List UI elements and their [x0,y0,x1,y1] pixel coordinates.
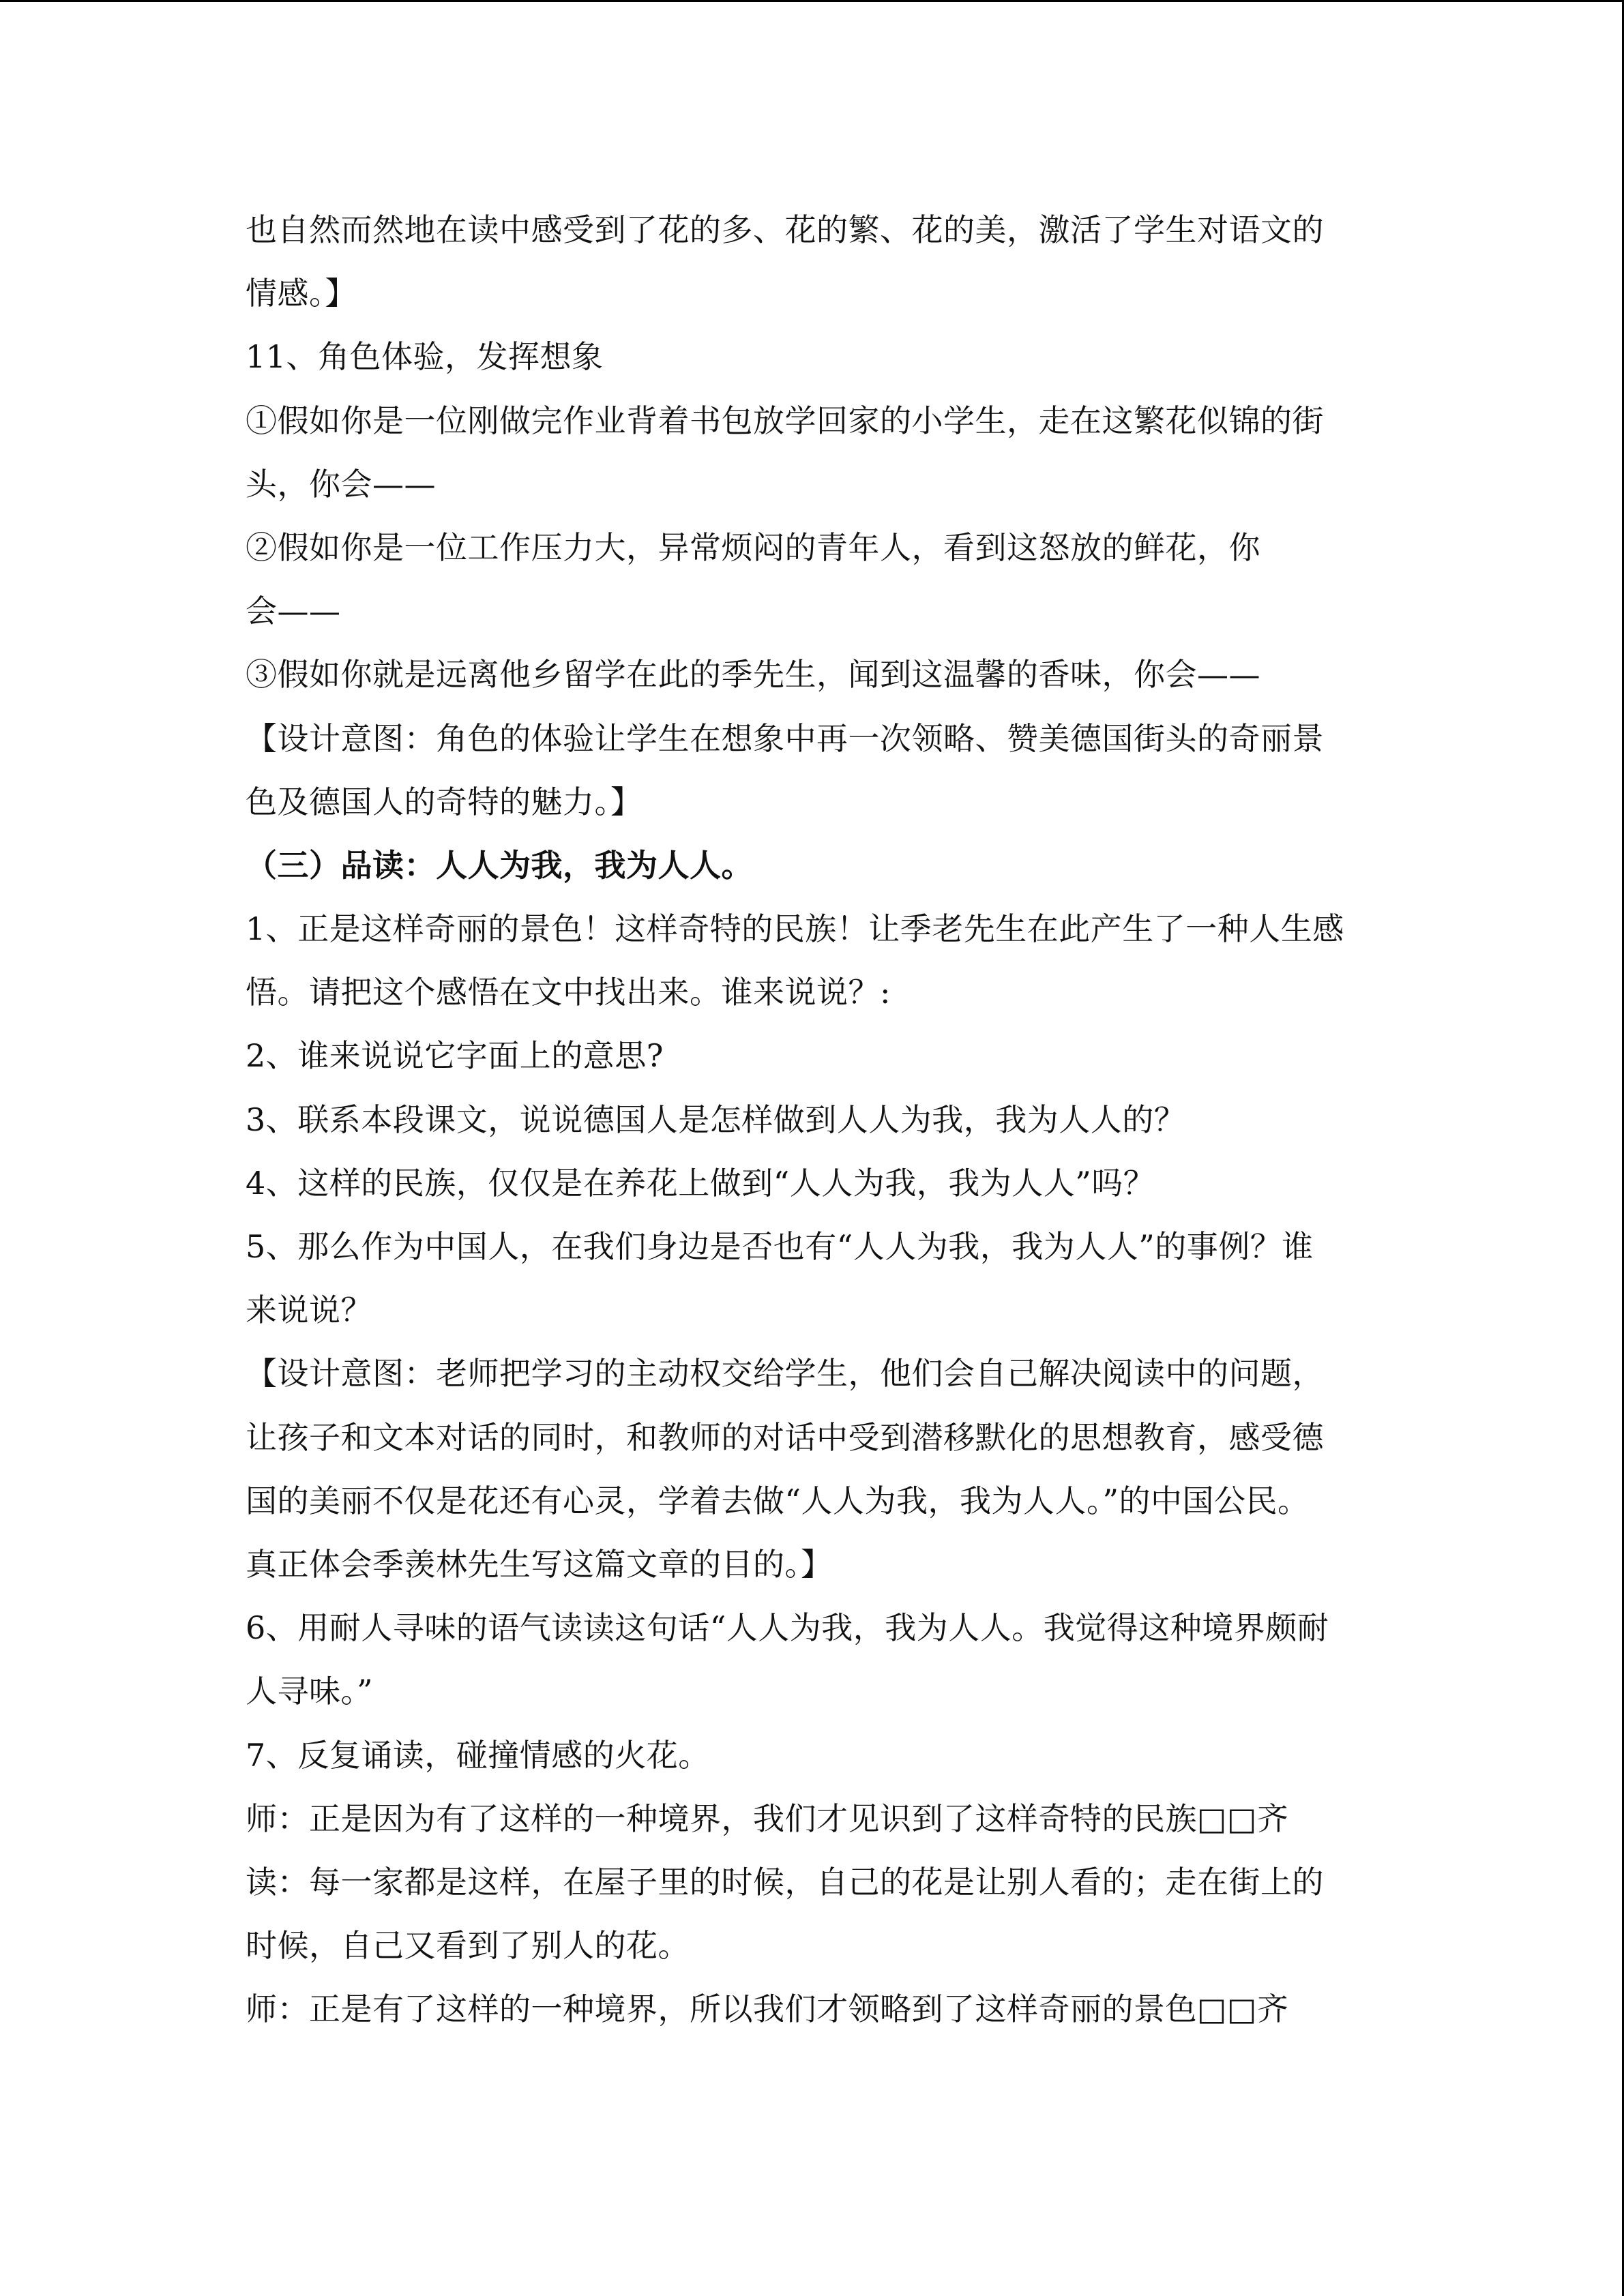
text-line: ②假如你是一位工作压力大，异常烦闷的青年人，看到这怒放的鲜花，你 [246,528,1260,566]
text-line: 7、反复诵读，碰撞情感的火花。 [246,1736,710,1774]
text-line: 1、正是这样奇丽的景色！这样奇特的民族！让季老先生在此产生了一种人生感 [246,910,1344,948]
text-line: ①假如你是一位刚做完作业背着书包放学回家的小学生，走在这繁花似锦的街 [246,402,1324,439]
text-line: 11、角色体验，发挥想象 [246,338,604,376]
text-line: 师：正是有了这样的一种境界，所以我们才领略到了这样奇丽的景色□□齐 [246,1991,1289,2028]
text-line: 情感。】 [246,275,357,312]
text-line: 让孩子和文本对话的同时，和教师的对话中受到潜移默化的思想教育，感受德 [246,1418,1324,1456]
text-line: 读：每一家都是这样，在屋子里的时候，自己的花是让别人看的；走在街上的 [246,1863,1324,1900]
text-line: 4、这样的民族，仅仅是在养花上做到“人人为我，我为人人”吗？ [246,1164,1155,1202]
text-line: 3、联系本段课文，说说德国人是怎样做到人人为我，我为人人的？ [246,1101,1186,1138]
document-body [246,198,1378,2041]
text-line: 时候，自己又看到了别人的花。 [246,1927,690,1965]
text-line: 2、谁来说说它字面上的意思? [246,1037,664,1075]
text-line: ③假如你就是远离他乡留学在此的季先生，闻到这温馨的香味，你会—— [246,656,1260,694]
text-line: 5、那么作为中国人，在我们身边是否也有“人人为我，我为人人”的事例？谁 [246,1228,1314,1265]
text-line: 【设计意图：老师把学习的主动权交给学生，他们会自己解决阅读中的问题， [246,1355,1324,1392]
text-line: 色及德国人的奇特的魅力。】 [246,783,643,820]
text-line: 【设计意图：角色的体验让学生在想象中再一次领略、赞美德国街头的奇丽景 [246,719,1324,757]
section-heading: （三）品读：人人为我，我为人人。 [246,846,753,884]
text-line: 真正体会季羡林先生写这篇文章的目的。】 [246,1545,833,1583]
text-line: 也自然而然地在读中感受到了花的多、花的繁、花的美，激活了学生对语文的 [246,211,1324,248]
text-line: 悟。请把这个感悟在文中找出来。谁来说说？: [246,974,891,1011]
text-line: 国的美丽不仅是花还有心灵，学着去做“人人为我，我为人人。”的中国公民。 [246,1482,1310,1519]
text-line: 6、用耐人寻味的语气读读这句话“人人为我，我为人人。我觉得这种境界颇耐 [246,1609,1329,1647]
text-line: 人寻味。” [246,1673,374,1710]
text-line: 来说说？ [246,1292,372,1329]
text-line: 师：正是因为有了这样的一种境界，我们才见识到了这样奇特的民族□□齐 [246,1800,1289,1837]
text-line: 头，你会—— [246,465,436,503]
text-line: 会—— [246,593,341,630]
